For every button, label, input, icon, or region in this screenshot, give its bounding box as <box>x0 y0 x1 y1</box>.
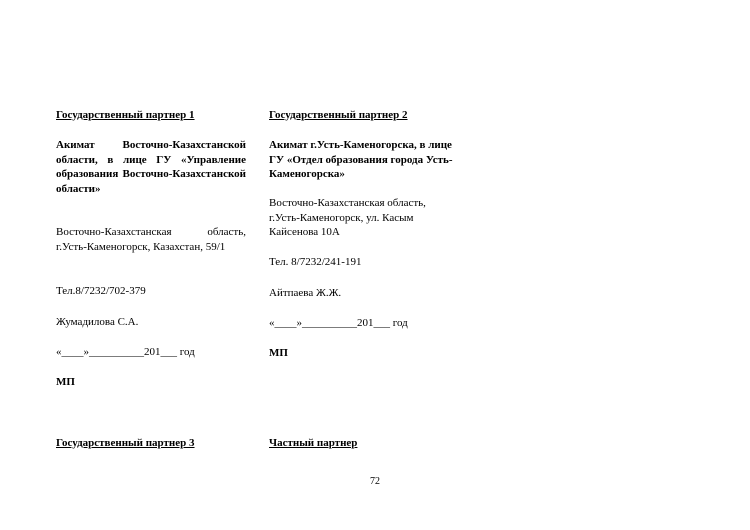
partner1-phone-block <box>56 284 246 299</box>
partner2-signatory: Айтпаева Ж.Ж. <box>269 287 342 299</box>
page-number: 72 <box>370 476 380 487</box>
partner1-stamp: МП <box>56 376 75 388</box>
partner2-signatory-block <box>269 286 459 301</box>
partner1-address-block <box>56 225 246 254</box>
partner2-phone-block <box>269 255 459 270</box>
partner1-signatory: Жумадилова С.А. <box>56 316 139 328</box>
partner2-address: Восточно-Казахстанская область, г.Усть-Каменогорск, ул. Касым Кайсенова 10А <box>269 197 426 238</box>
partner2-org-block <box>269 138 459 182</box>
partner1-phone: Тел.8/7232/702-379 <box>56 285 146 297</box>
partner2-stamp: МП <box>269 347 288 359</box>
partner2-heading: Государственный партнер 2 <box>269 109 408 121</box>
partner2-date-line: «____»__________201___ год <box>269 317 408 329</box>
partner1-heading: Государственный партнер 1 <box>56 109 195 121</box>
partner1-org-name: Акимат Восточно-Казахстанской области, в лице ГУ «Управление образования Восточно-Казахстанской области» <box>56 139 246 195</box>
partner2-date-block <box>269 316 459 331</box>
partner1-signatory-block <box>56 315 246 330</box>
private-partner-heading: Частный партнер <box>269 437 358 449</box>
partner1-stamp-block <box>56 375 246 390</box>
partner2-address-block <box>269 196 459 240</box>
partner1-date-line: «____»__________201___ год <box>56 346 195 358</box>
partner3-heading: Государственный партнер 3 <box>56 437 195 449</box>
partner1-address: Восточно-Казахстанская область, г.Усть-Каменогорск, Казахстан, 59/1 <box>56 226 246 253</box>
partner1-org-block <box>56 138 246 196</box>
partner1-date-block <box>56 345 246 360</box>
partner2-phone: Тел. 8/7232/241-191 <box>269 256 362 268</box>
partner2-stamp-block <box>269 346 459 361</box>
partner2-org-name: Акимат г.Усть-Каменогорска, в лице ГУ «Отдел образования города Усть-Каменогорска» <box>269 139 453 180</box>
